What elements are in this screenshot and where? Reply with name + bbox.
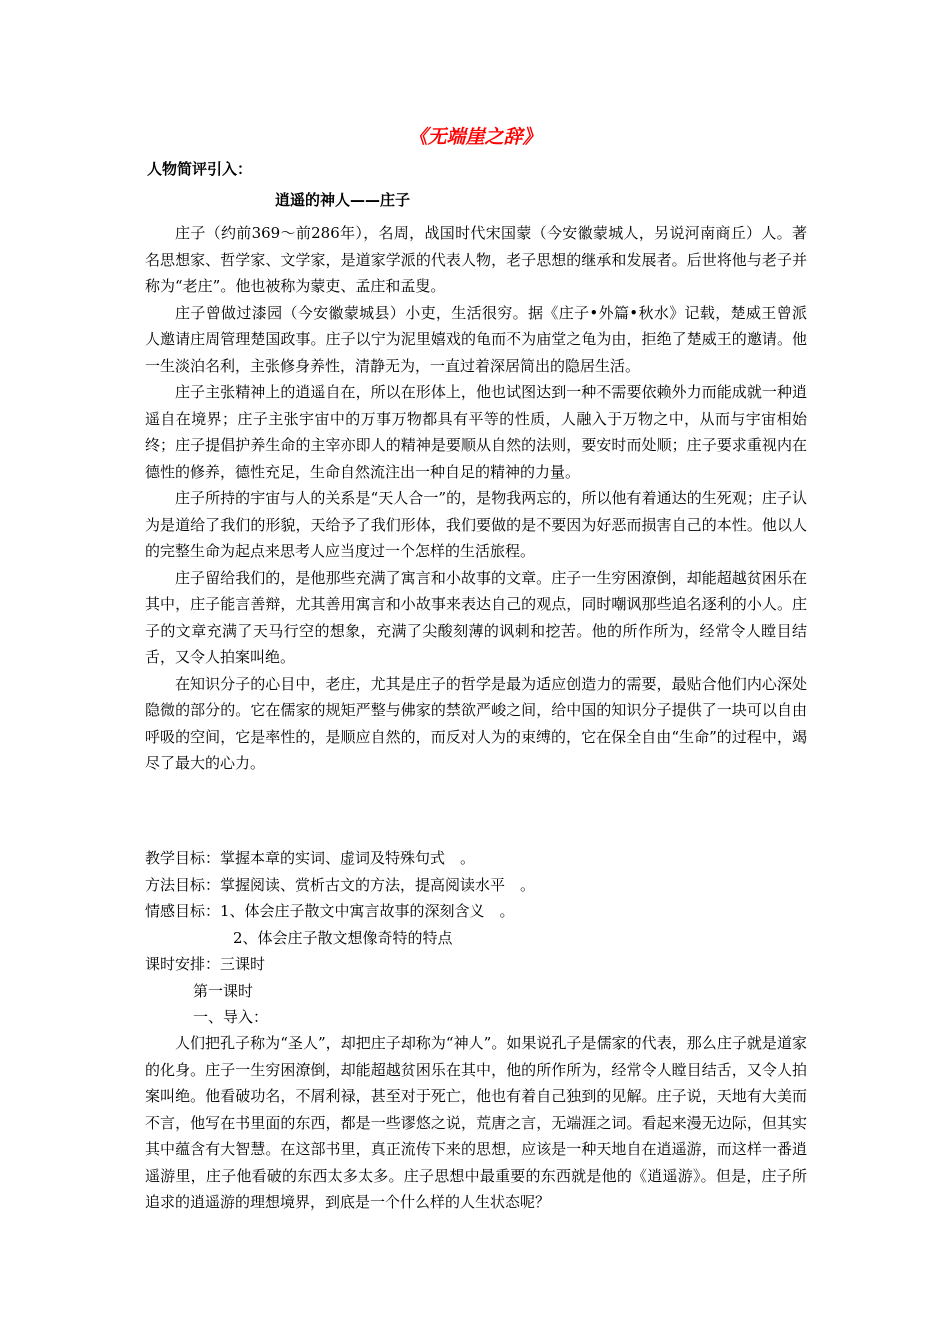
teaching-goal: 教学目标：掌握本章的实词、虚词及特殊句式 。	[145, 849, 476, 867]
emotion-goal-1: 情感目标：1、体会庄子散文中寓言故事的深刻含义 。	[145, 902, 515, 920]
paragraph: 庄子留给我们的，是他那些充满了寓言和小故事的文章。庄子一生穷困潦倒，却能超越贫困乐在其中，庄子能言善辩，尤其善用寓言和小故事来表达自己的观点，同时嘲讽那些追名逐利的小人。庄子的文章充满了天马行空的想象，充满了尖酸刻薄的讽刺和挖苦。他的所作所为，经常令人瞠目结舌，又令人拍案叫绝。	[145, 568, 807, 666]
section-subtitle: 逍遥的神人——庄子	[275, 191, 411, 209]
method-goal: 方法目标：掌握阅读、赏析古文的方法，提高阅读水平 。	[145, 875, 536, 894]
paragraph: 庄子（约前369～前286年），名周，战国时代宋国蒙（今安徽蒙城人，另说河南商丘）人。著名思想家、哲学家、文学家，是道家学派的代表人物，老子思想的继承和发展者。后世将他与老子并称为“老庄”。他也被称为蒙吏、孟庄和孟叟。	[145, 224, 807, 295]
intro-text	[145, 1030, 807, 1216]
page-title: 《无端崖之辞》	[408, 126, 542, 148]
lesson-heading: 第一课时	[193, 981, 254, 1000]
lesson-goals	[145, 845, 807, 1031]
emotion-goal-2: 2、体会庄子散文想像奇特的特点	[233, 928, 453, 947]
paragraph: 庄子主张精神上的逍遥自在，所以在形体上，他也试图达到一种不需要依赖外力而能成就一种逍遥自在境界；庄子主张宇宙中的万事万物都具有平等的性质，人融入于万物之中，从而与宇宙相始终；庄子提倡护养生命的主宰亦即人的精神是要顺从自然的法则，要安时而处顺；庄子要求重视内在德性的修养，德性充足，生命自然流注出一种自足的精神的力量。	[145, 383, 807, 481]
biography-text	[145, 220, 807, 777]
section-heading: 一、导入：	[193, 1008, 269, 1026]
intro-label: 人物简评引入：	[147, 160, 253, 178]
paragraph: 庄子所持的宇宙与人的关系是“天人合一”的，是物我两忘的，所以他有着通达的生死观；庄子认为是道给了我们的形貌，天给予了我们形体，我们要做的是不要因为好恶而损害自己的本性。他以人的完整生命为起点来思考人应当度过一个怎样的生活旅程。	[145, 489, 807, 560]
schedule: 课时安排：三课时	[145, 955, 266, 973]
paragraph: 人们把孔子称为“圣人”，却把庄子却称为“神人”。如果说孔子是儒家的代表，那么庄子就是道家的化身。庄子一生穷困潦倒，却能超越贫困乐在其中，他的所作所为，经常令人瞠目结舌，又令人拍案叫绝。他看破功名，不屑利禄，甚至对于死亡，他也有着自己独到的见解。庄子说，天地有大美而不言，他写在书里面的东西，都是一些谬悠之说，荒唐之言，无端涯之词。看起来漫无边际，但其实其中蕴含有大智慧。在这部书里，真正流传下来的思想，应该是一种天地自在逍遥游，而这样一番逍遥游里，庄子他看破的东西太多太多。庄子思想中最重要的东西就是他的《逍遥游》。但是，庄子所追求的逍遥游的理想境界，到底是一个什么样的人生状态呢？	[145, 1034, 807, 1211]
paragraph: 在知识分子的心目中，老庄，尤其是庄子的哲学是最为适应创造力的需要，最贴合他们内心深处隐微的部分的。它在儒家的规矩严整与佛家的禁欲严峻之间，给中国的知识分子提供了一块可以自由呼吸的空间，它是率性的，是顺应自然的，而反对人为的束缚的，它在保全自由“生命”的过程中，竭尽了最大的心力。	[145, 674, 807, 772]
paragraph: 庄子曾做过漆园（今安徽蒙城县）小吏，生活很穷。据《庄子•外篇•秋水》记载，楚威王曾派人邀请庄周管理楚国政事。庄子以宁为泥里嬉戏的龟而不为庙堂之龟为由，拒绝了楚威王的邀请。他一生淡泊名利，主张修身养性，清静无为，一直过着深居简出的隐居生活。	[145, 303, 807, 375]
